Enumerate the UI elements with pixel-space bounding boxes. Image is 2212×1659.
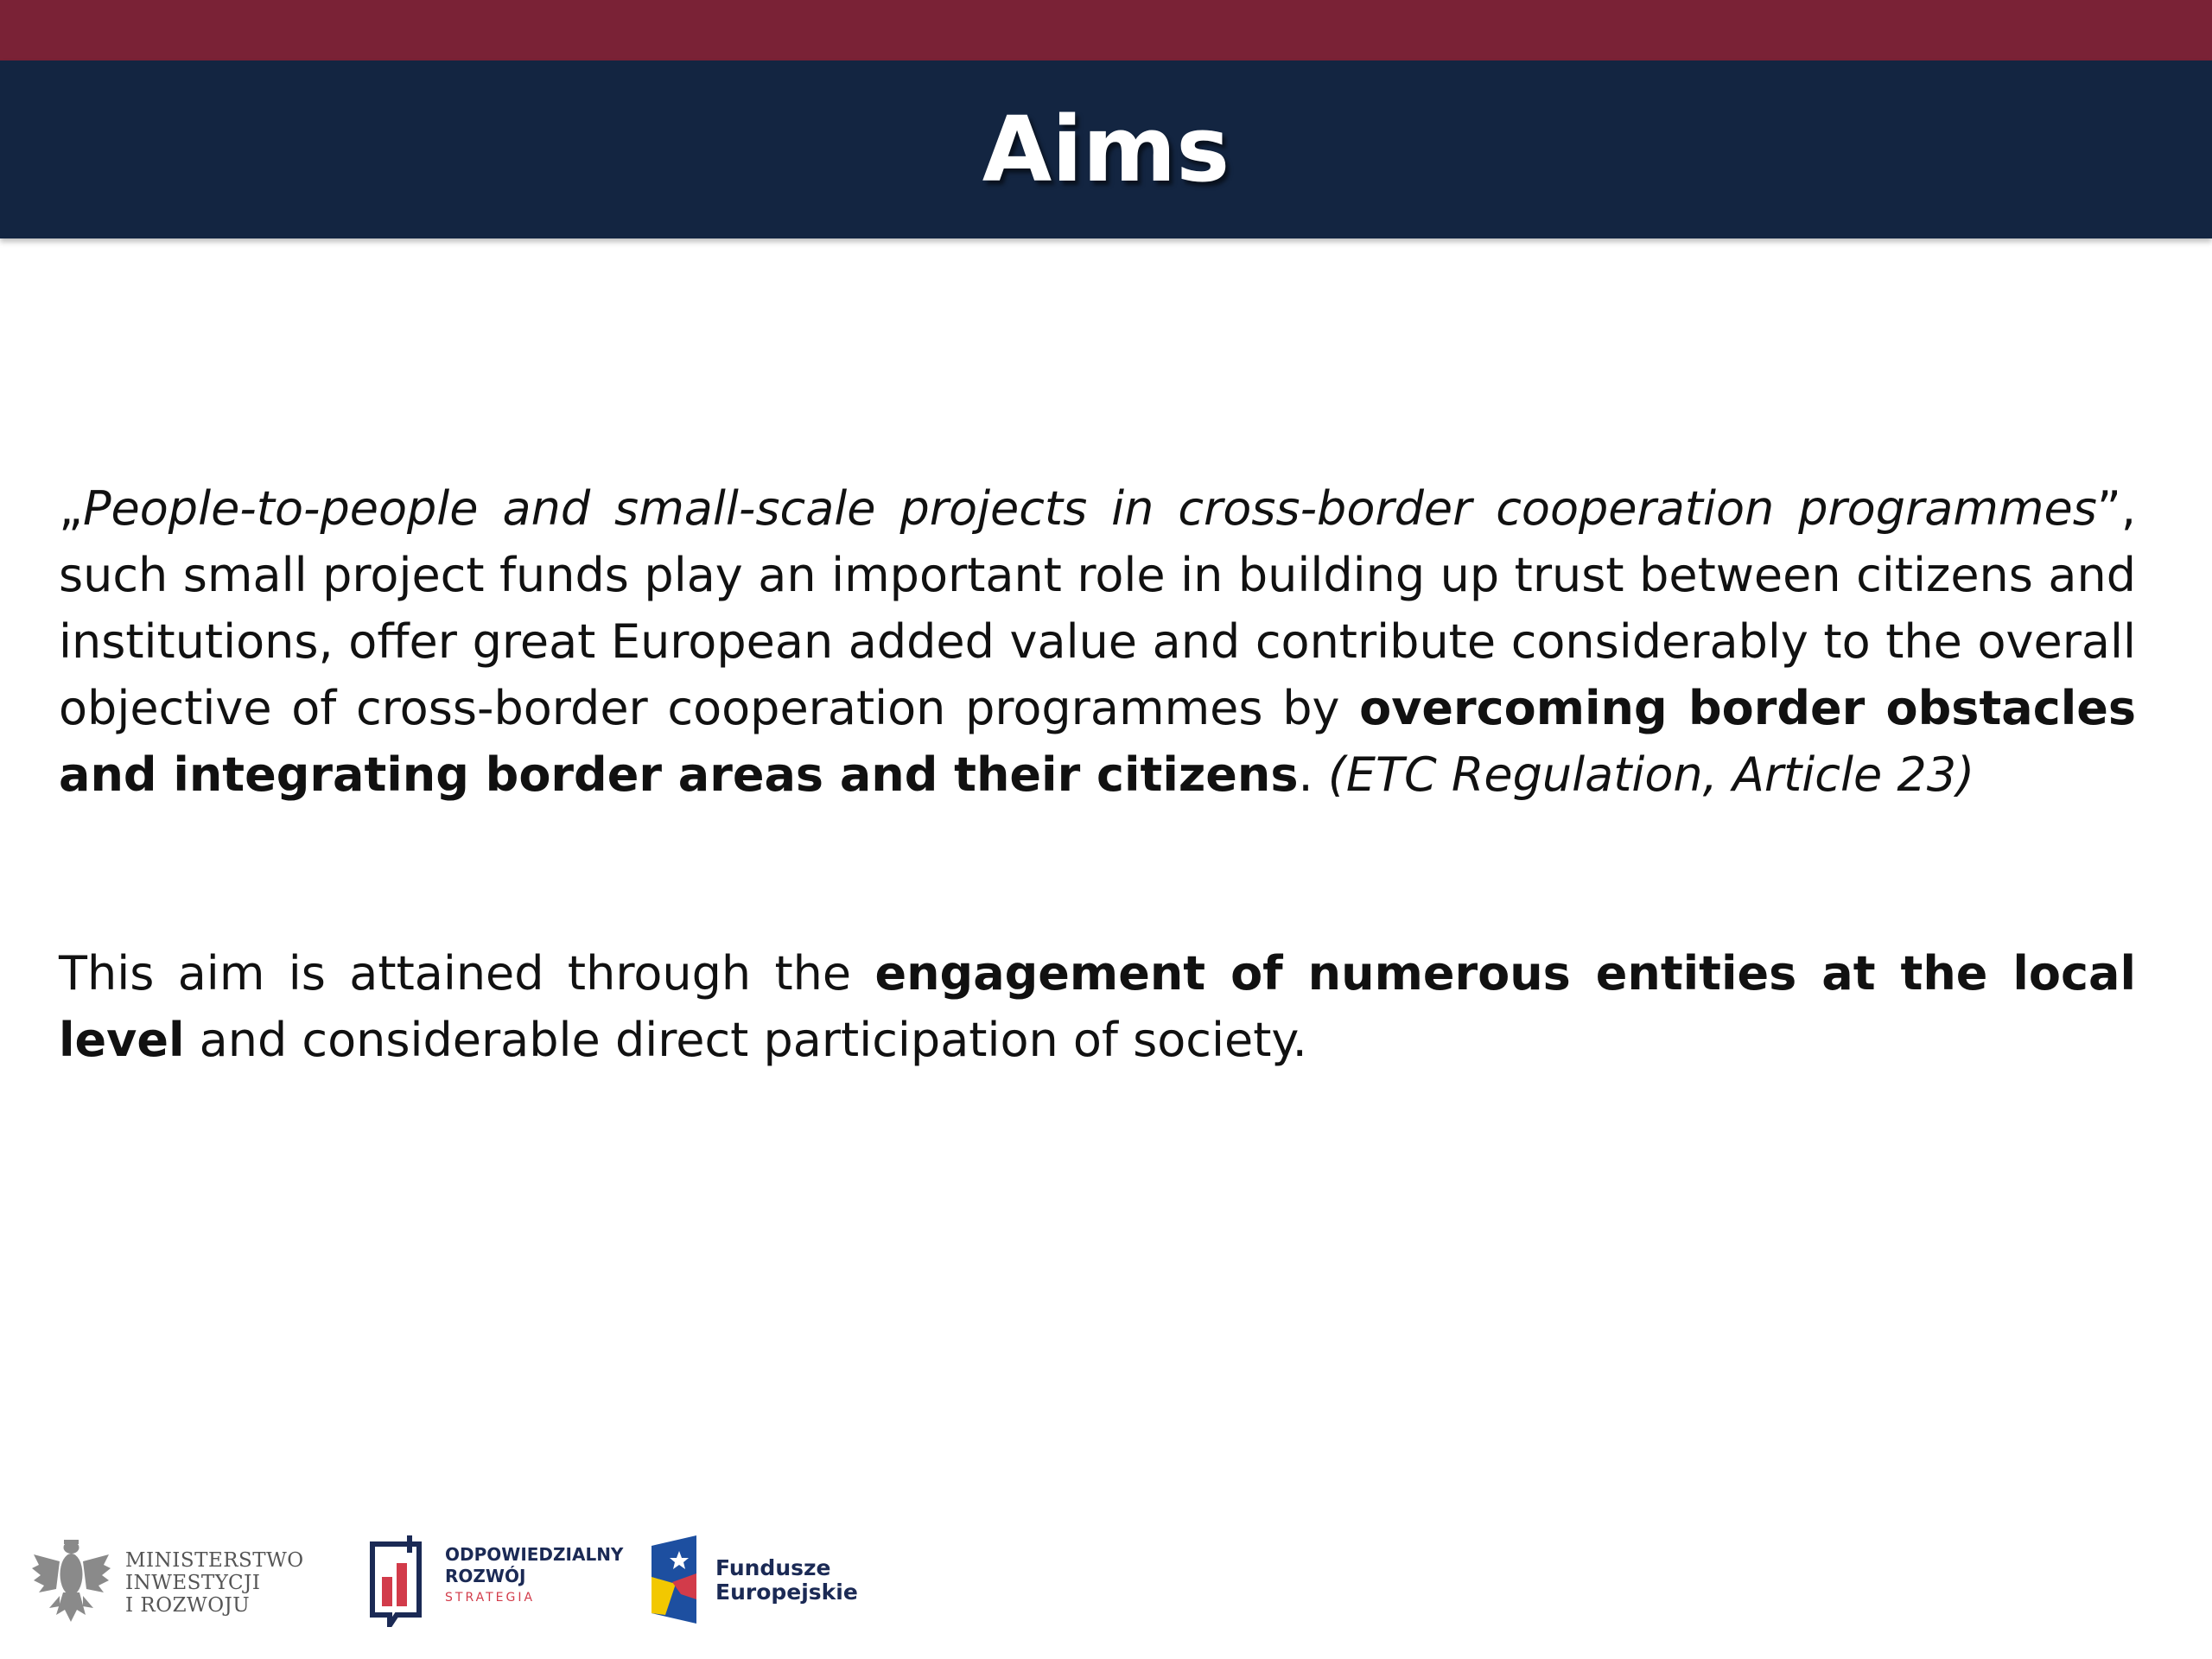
eu-funds-flag-icon: [646, 1532, 707, 1631]
quoted-title: People-to-people and small-scale projects in cross-border cooperation programmes: [82, 481, 2097, 536]
eagle-emblem-icon: [30, 1535, 112, 1630]
title-bar: [0, 60, 2212, 238]
fundusze-europejskie-name: [715, 1556, 858, 1605]
quote-open: „: [59, 481, 83, 536]
paragraph-body: , such small project funds play an important role in building up trust between citizens and institutions, offer great European added value and contribute considerably to the overall objective of cross-border cooperation programmes by: [59, 481, 2136, 735]
fe-line: Fundusze: [715, 1555, 831, 1580]
slide-title: Aims: [982, 97, 1230, 202]
footer-logos: [26, 1525, 976, 1637]
fe-line: Europejskie: [715, 1580, 858, 1605]
bar-chart-logo-icon: [367, 1532, 436, 1627]
paragraph-text: [59, 475, 2136, 808]
paragraph-etc-regulation: [59, 475, 2136, 808]
paragraph-body: This aim is attained through the: [59, 946, 875, 1001]
ministry-line: MINISTERSTWO: [125, 1549, 304, 1572]
paragraph-aim: [59, 940, 2136, 1073]
odp-line: ROZWÓJ: [445, 1566, 526, 1586]
top-accent-stripe: [0, 0, 2212, 60]
quote-close: ”: [2096, 481, 2121, 536]
paragraph-text: [59, 940, 2136, 1073]
odpowiedzialny-rozwoj-logo: [367, 1525, 644, 1637]
odp-line: ODPOWIEDZIALNY: [445, 1544, 624, 1565]
paragraph-end: .: [1298, 747, 1328, 802]
fundusze-europejskie-logo: [646, 1525, 906, 1637]
emphasis-text: engagement of numerous entities at the local level: [59, 946, 2136, 1067]
ministry-name: [125, 1549, 304, 1617]
citation: (ETC Regulation, Article 23): [1327, 747, 1975, 802]
ministry-logo: [26, 1525, 311, 1637]
odp-subtitle: STRATEGIA: [445, 1591, 536, 1605]
ministry-line: INWESTYCJI: [125, 1572, 261, 1594]
paragraph-end: and considerable direct participation of society.: [184, 1013, 1307, 1067]
ministry-line: I ROZWOJU: [125, 1594, 251, 1617]
emphasis-text: overcoming border obstacles and integrating border areas and their citizens: [59, 681, 2136, 802]
odpowiedzialny-rozwoj-name: [445, 1544, 623, 1609]
